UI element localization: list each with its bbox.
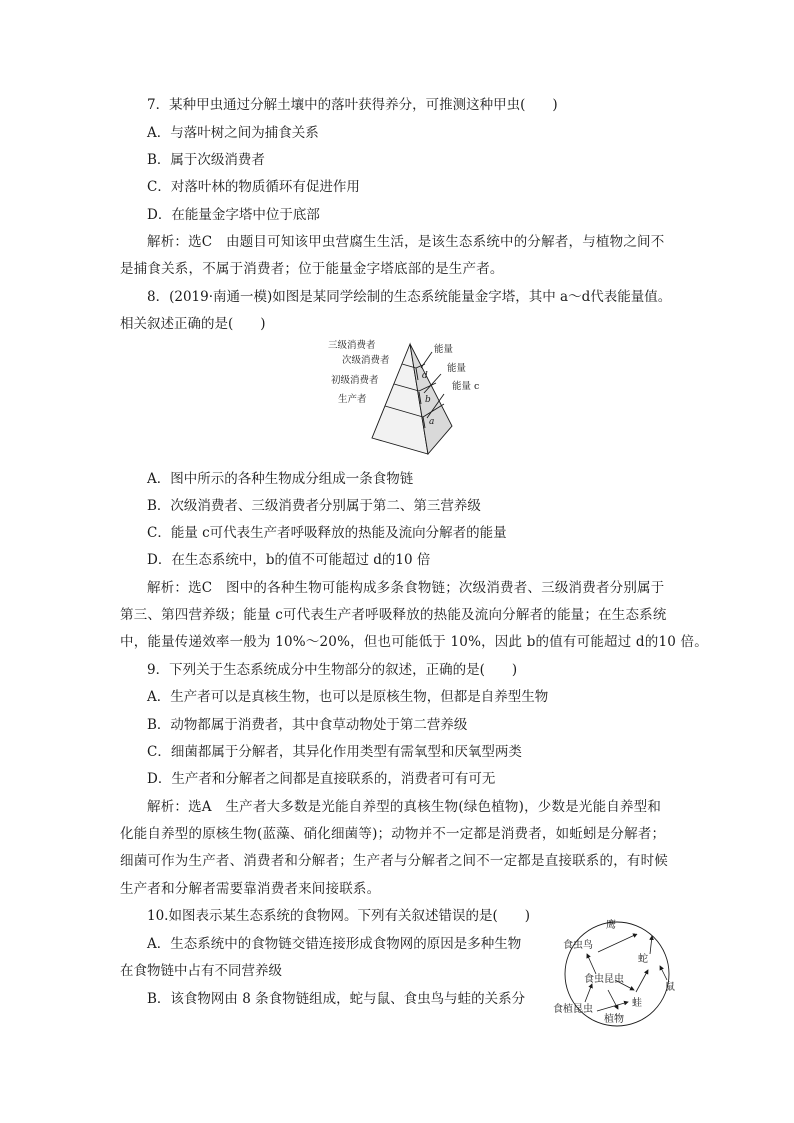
energy-label-1: 能量 [434,344,454,355]
node-hawk: 鹰 [606,920,616,931]
q8-option-d: D．在生态系统中，b的值不可能超过 d的10 倍 [147,552,431,568]
q9-option-d: D．生产者和分解者之间都是直接联系的，消费者可有可无 [147,771,496,787]
q8-option-a: A．图中所示的各种生物成分组成一条食物链 [147,471,414,487]
q8-explanation-line-2: 第三、第四营养级；能量 c可代表生产者呼吸释放的热能及流向分解者的能量；在生态系统 [120,607,667,623]
q10-option-b: B．该食物网由 8 条食物链组成，蛇与鼠、食虫鸟与蛙的关系分 [147,991,526,1007]
pyramid-level-1: 初级消费者 [331,375,379,386]
node-frog: 蛙 [632,998,642,1009]
energy-label-2: 能量 [447,363,467,374]
q7-explanation-line-2: 是捕食关系，不属于消费者；位于能量金字塔底部的是生产者。 [120,261,504,277]
node-snake: 蛇 [638,954,648,965]
q10-option-a-line-2: 在食物链中占有不同营养级 [120,963,282,979]
q7-option-c: C．对落叶林的物质循环有促进作用 [147,179,360,195]
node-plant: 植物 [604,1014,624,1025]
node-insectivorous-insect: 食虫昆虫 [584,974,624,985]
q10-stem: 10.如图表示某生态系统的食物网。下列有关叙述错误的是( ) [147,908,531,924]
q7-option-a: A．与落叶树之间为捕食关系 [147,125,319,141]
q9-explanation-line-4: 生产者和分解者需要靠消费者来间接联系。 [120,881,381,897]
node-mouse: 鼠 [665,982,675,993]
q9-stem: 9．下列关于生态系统成分中生物部分的叙述，正确的是( ) [147,662,518,678]
node-insectivorous-bird: 食虫鸟 [563,940,593,951]
q9-option-c: C．细菌都属于分解者，其异化作用类型有需氧型和厌氧型两类 [147,744,522,760]
letter-b: b [425,395,431,405]
pyramid-level-0: 生产者 [338,394,367,405]
q8-stem-line-1: 8．(2019·南通一模)如图是某同学绘制的生态系统能量金字塔，其中 a～d代表能量值。 [147,289,672,305]
q9-option-b: B．动物都属于消费者，其中食草动物处于第二营养级 [147,717,468,733]
letter-a: a [429,417,435,427]
q7-explanation-line-1: 解析：选C 由题目可知该甲虫营腐生生活，是该生态系统中的分解者，与植物之间不 [147,234,665,250]
q8-explanation-line-3: 中，能量传递效率一般为 10%～20%，但也可能低于 10%，因此 b的值有可能超过 d的10 倍。 [120,634,708,650]
q8-stem-line-2: 相关叙述正确的是( ) [120,316,266,332]
pyramid-level-3: 三级消费者 [328,340,376,351]
q9-explanation-line-1: 解析：选A 生产者大多数是光能自养型的真核生物(绿色植物)，少数是光能自养型和 [147,799,662,815]
q8-option-b: B．次级消费者、三级消费者分别属于第二、第三营养级 [147,498,481,514]
node-herbivorous-insect: 食植昆虫 [553,1004,593,1015]
letter-d: d [422,371,428,381]
energy-pyramid-figure [328,338,488,460]
q7-option-b: B．属于次级消费者 [147,152,265,168]
q9-option-a: A．生产者可以是真核生物，也可以是原核生物，但都是自养型生物 [147,689,549,705]
q8-option-c: C．能量 c可代表生产者呼吸释放的热能及流向分解者的能量 [147,525,507,541]
q7-stem: 7．某种甲虫通过分解土壤中的落叶获得养分，可推测这种甲虫( ) [147,97,558,113]
q8-explanation-line-1: 解析：选C 图中的各种生物可能构成多条食物链；次级消费者、三级消费者分别属于 [147,580,665,596]
q7-option-d: D．在能量金字塔中位于底部 [147,207,320,223]
q10-option-a-line-1: A．生态系统中的食物链交错连接形成食物网的原因是多种生物 [147,936,522,952]
q9-explanation-line-3: 细菌可作为生产者、消费者和分解者；生产者与分解者之间不一定都是直接联系的，有时候 [120,853,668,869]
q9-explanation-line-2: 化能自养型的原核生物(蓝藻、硝化细菌等)；动物并不一定都是消费者，如蚯蚓是分解者； [120,826,666,842]
food-web-figure [540,914,690,1026]
pyramid-level-2: 次级消费者 [342,355,390,366]
energy-label-3: 能量 c [452,381,480,392]
